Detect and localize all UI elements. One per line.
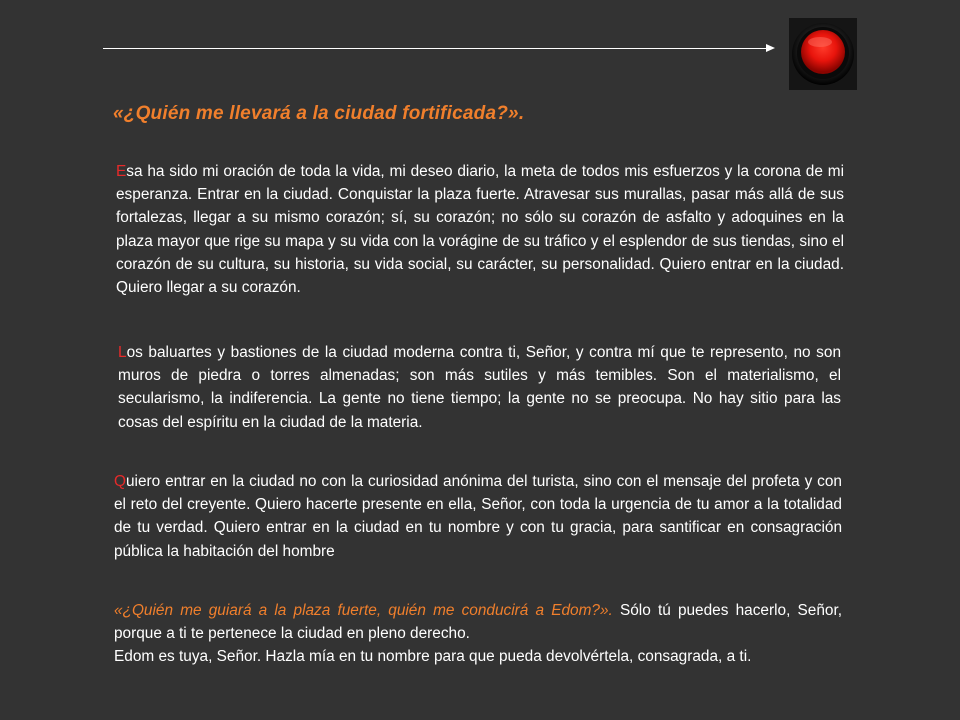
paragraph-4 bbox=[114, 599, 842, 669]
paragraph-3 bbox=[114, 470, 842, 563]
paragraph-2 bbox=[118, 341, 841, 434]
paragraph-1 bbox=[116, 160, 844, 299]
page-title: «¿Quién me llevará a la ciudad fortificada?». bbox=[113, 103, 525, 124]
right-arrow-icon bbox=[766, 44, 775, 52]
drop-initial: L bbox=[118, 344, 127, 361]
red-round-button-icon[interactable] bbox=[789, 18, 857, 90]
paragraph-text: uiero entrar en la ciudad no con la curiosidad anónima del turista, sino con el mensaje del profeta y con el reto del creyente. Quiero hacerte presente en ella, Señor, con toda la urgencia de tu amor a la totalidad de tu verdad. Quiero entrar en la ciudad en tu nombre y con tu gracia, para santificar en consagración pública la habitación del hombre bbox=[114, 473, 842, 560]
paragraph-text: Sólo tú puedes hacerlo, Señor, porque a ti te pertenece la ciudad en pleno derecho. bbox=[114, 602, 842, 643]
paragraph-text: os baluartes y bastiones de la ciudad moderna contra ti, Señor, y contra mí que te represento, no son muros de piedra o torres almenadas; son más sutiles y más temibles. Son el materialismo, el secularismo, la indiferencia. La gente no tiene tiempo; la gente no se preocupa. No hay sitio para las cosas del espíritu en la ciudad de la materia. bbox=[118, 344, 841, 431]
quote-text: «¿Quién me guiará a la plaza fuerte, quién me conducirá a Edom?». bbox=[114, 602, 613, 619]
closing-text: Edom es tuya, Señor. Hazla mía en tu nombre para que pueda devolvértela, consagrada, a ti. bbox=[114, 648, 752, 666]
arrow-line bbox=[103, 48, 768, 49]
drop-initial: Q bbox=[114, 473, 126, 490]
drop-initial: E bbox=[116, 163, 127, 180]
paragraph-text: sa ha sido mi oración de toda la vida, mi deseo diario, la meta de todos mis esfuerzos y la corona de mi esperanza. Entrar en la ciudad. Conquistar la plaza fuerte. Atravesar sus murallas, pasar más allá de sus fortalezas, llegar a su mismo corazón; sí, su corazón; no sólo su corazón de asfalto y adoquines en la plaza mayor que rige su mapa y su vida con la vorágine de su tráfico y el esplendor de sus tiendas, sino el corazón de su cultura, su historia, su vida social, su carácter, su personalidad. Quiero entrar en la ciudad. Quiero llegar a su corazón. bbox=[116, 163, 844, 297]
